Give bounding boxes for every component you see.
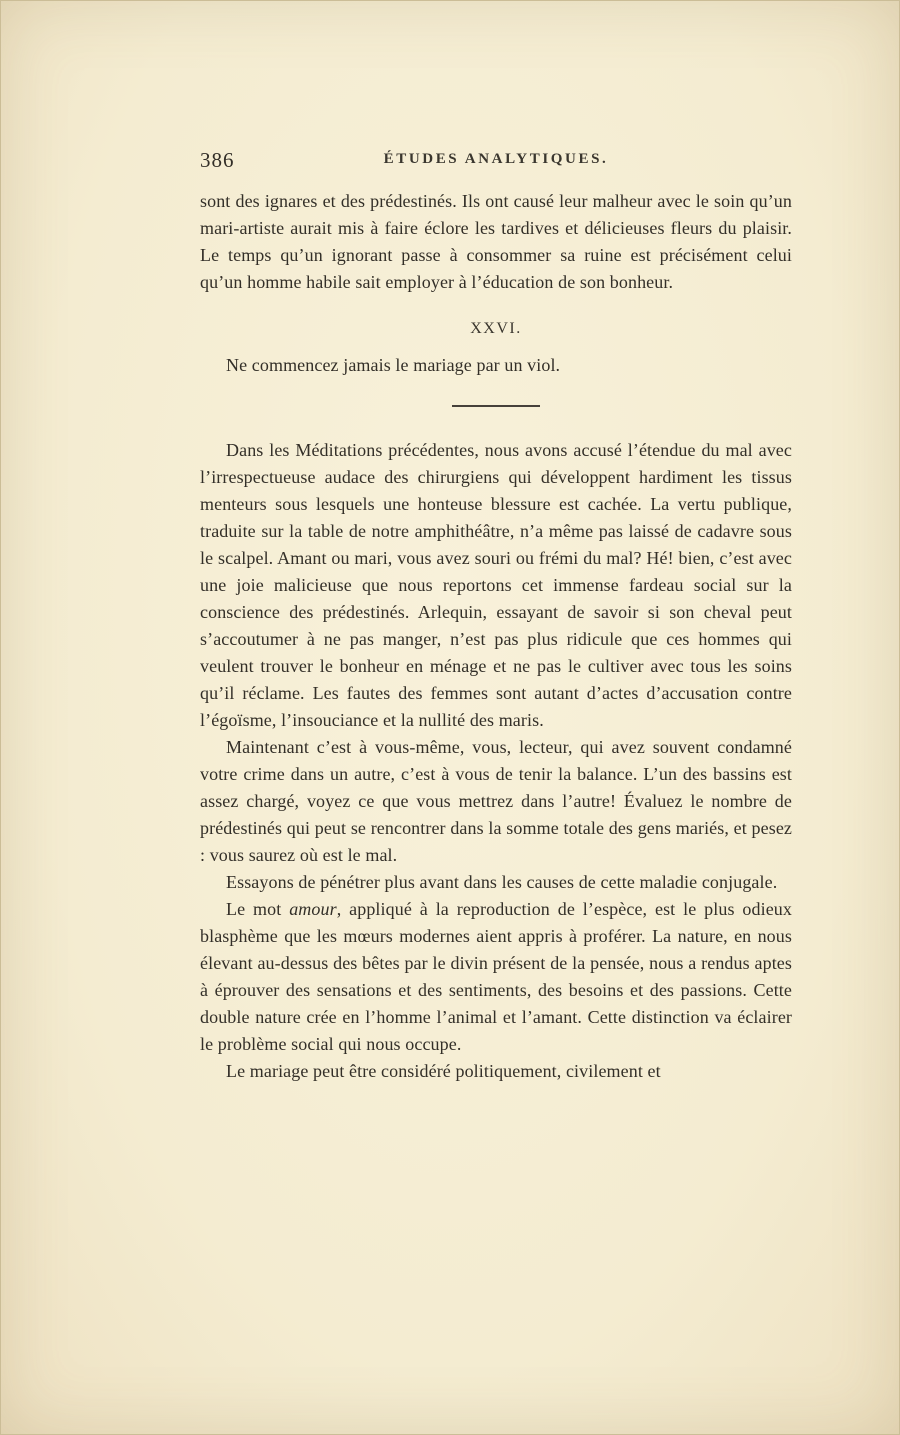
text-run: Dans les Méditations précédentes, nous avons accusé l’étendue du mal avec l’irrespectueuse audace des chirurgiens qui développent hardiment les tissus menteurs sous lesquels une honteuse blessure est cachée. La vertu publique, traduite sur la table de notre amphithéâtre, n’a même pas laissé de cadavre sous le scalpel. Amant ou mari, vous avez souri ou frémi du mal? Hé! bien, c’est avec une joie malicieuse que nous reportons cet immense fardeau social sur la conscience des prédestinés. Arlequin, essayant de savoir si son cheval peut s’accoutumer à ne pas manger, n’est pas plus ridicule que ces hommes qui veulent trouver le bonheur en ménage et ne pas le cultiver avec tous les soins qu’il réclame. Les fautes des femmes sont autant d’actes d’accusation contre l’égoïsme, l’insouciance et la nullité des maris. [200, 440, 792, 730]
text-run: , appliqué à la reproduction de l’espèce, est le plus odieux blasphème que les mœurs modernes aient appris à proférer. La nature, en nous élevant au-dessus des bêtes par le divin présent de la pensée, nous a rendus aptes à éprouver des sensations et des sentiments, des besoins et des passions. Cette double nature crée en l’homme l’animal et l’amant. Cette distinction va éclairer le problème social qui nous occupe. [200, 899, 793, 1054]
section-divider [452, 405, 540, 407]
page-number: 386 [200, 148, 235, 172]
text-run: Le mariage peut être considéré politiquement, civilement et [226, 1061, 661, 1081]
page-content [200, 148, 792, 1085]
italic-text-run: amour [289, 899, 337, 919]
running-header: ÉTUDES ANALYTIQUES. [383, 151, 609, 167]
paragraph [200, 1058, 792, 1085]
paragraph [200, 734, 792, 869]
paragraph [200, 437, 792, 734]
page-header [200, 148, 792, 174]
text-run: Maintenant c’est à vous-même, vous, lecteur, qui avez souvent condamné votre crime dans un autre, c’est à vous de tenir la balance. L’un des bassins est assez chargé, voyez ce que vous mettrez dans l’autre! Évaluez le nombre de prédestinés qui peut se rencontrer dans la somme totale des gens mariés, et pesez : vous saurez où est le mal. [200, 737, 792, 865]
body-paragraphs [200, 437, 792, 1085]
paragraph [200, 869, 792, 896]
paragraph [200, 896, 792, 1058]
text-run: Essayons de pénétrer plus avant dans les causes de cette maladie conjugale. [226, 872, 778, 892]
paragraph [200, 188, 792, 296]
text-run: sont des ignares et des prédestinés. Ils ont causé leur malheur avec le soin qu’un mari-artiste aurait mis à faire éclore les tardives et délicieuses fleurs du plaisir. Le temps qu’un ignorant passe à consommer sa ruine est précisément celui qu’un homme habile sait employer à l’éducation de son bonheur. [200, 191, 792, 292]
text-run: Le mot [226, 899, 290, 919]
chapter-maxim: Ne commencez jamais le mariage par un viol. [226, 355, 561, 375]
top-paragraphs [200, 188, 792, 296]
chapter-number: XXVI. [470, 320, 522, 337]
